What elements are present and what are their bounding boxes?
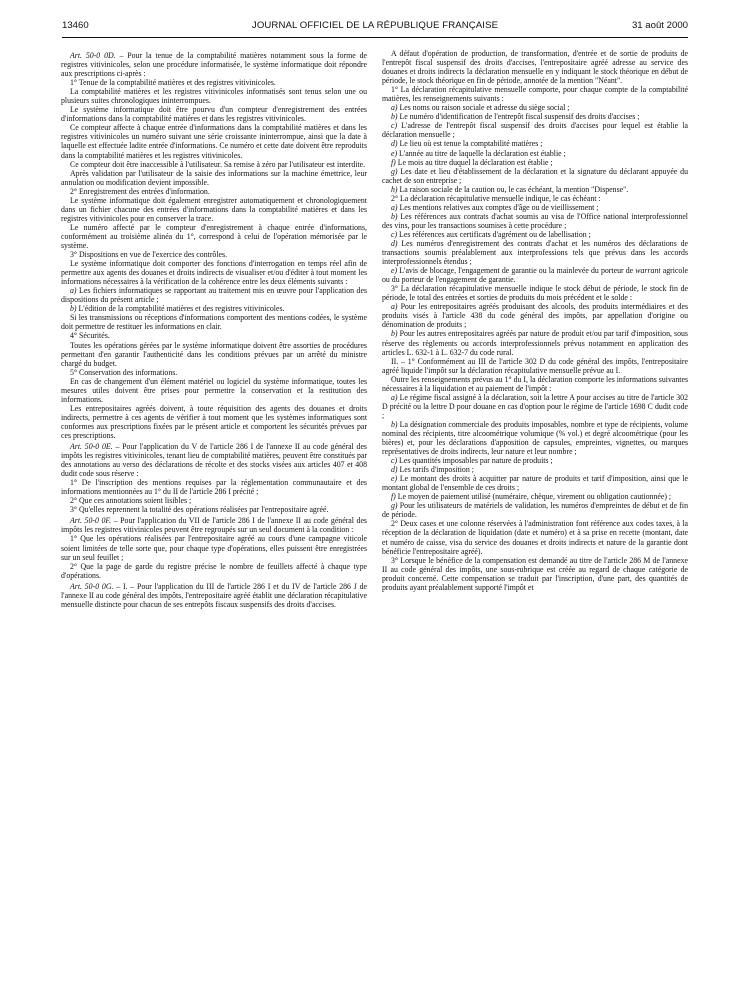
item-letter: f) — [391, 157, 396, 167]
item-letter: c) — [391, 229, 398, 239]
paragraph — [61, 377, 367, 404]
paragraph-text: 2° Que la page de garde du registre précise le nombre de feuillets affecté à chaque type d'opérations. — [61, 561, 367, 580]
paragraph-text: Après validation par l'utilisateur de la saisie des informations sur la machine émettrice, leur annulation ou modification devient impossible. — [61, 168, 367, 187]
paragraph — [382, 393, 688, 420]
paragraph-text: 3° Dispositions en vue de l'exercice des contrôles. — [70, 250, 228, 260]
emphasized-word: warrant — [635, 266, 661, 276]
item-letter: d) — [391, 465, 398, 475]
paragraph — [382, 49, 688, 85]
paragraph — [61, 313, 367, 331]
paragraph-text: – I. – Pour l'application du III de l'article 286 I et du IV de l'article 286 J de l'annexe II au code général des impôts, l'entrepositaire agréé établit une déclaration récapitulative mensuelle distincte pour chacun de ses entrepôts fiscaux suspensifs des droits d'accises. — [61, 581, 367, 609]
paragraph-text-tail: agricole ou du porteur de l'engagement de garantie. — [382, 266, 688, 285]
issue-date: 31 août 2000 — [631, 20, 688, 31]
paragraph-text: Le numéro d'identification de l'entrepôt fiscal suspensif des droits d'accises ; — [397, 112, 640, 122]
paragraph — [382, 501, 688, 519]
left-column — [61, 49, 367, 985]
paragraph-text: Les quantités imposables par nature de produits ; — [397, 456, 553, 466]
paragraph-text: Les mentions relatives aux comptes d'âge ou de vieillissement ; — [397, 202, 599, 212]
paragraph-text: Les entrepositaires agréés doivent, à toute réquisition des agents des douanes et droits indirects, permettre à ces agents de vérifier à tout moment que les systèmes informatiques sont conformes aux prescriptions fixées par le présent article et comportent les sécurités prévues par ces prescriptions. — [61, 403, 367, 440]
paragraph-text: Le moyen de paiement utilisé (numéraire, chèque, virement ou obligation cautionnée) ; — [395, 492, 672, 502]
page-number: 13460 — [62, 20, 89, 31]
paragraph-text: Le régime fiscal assigné à la déclaration, soit la lettre A pour accises au titre de l'article 302 D précité ou la lettre D pour douane en cas d'option pour le régime de l'article 1698 C dudit code ; — [382, 392, 688, 420]
paragraph-text: 1° Tenue de la comptabilité matières et des registres vitivinicoles. — [70, 78, 276, 88]
item-letter: f) — [391, 492, 396, 502]
item-letter: a) — [391, 103, 398, 113]
paragraph — [382, 112, 688, 121]
paragraph-text: La comptabilité matières et les registres vitivinicoles informatisés sont tenus selon une ou plusieurs suites chronologiques ininterrompues. — [61, 87, 367, 106]
paragraph-text: Ce compteur affecte à chaque entrée d'informations dans la comptabilité matières et dans les registres vitivinicoles un numéro suivant une série croissante ininterrompue, ainsi que la date à laquelle est effectuée ladite entrée d'informations. Ce numéro et cette date doivent être reproduits dans la comptabilité matières et les registres vitivinicoles. — [61, 123, 367, 160]
paragraph-text: 2° Enregistrement des entrées d'information. — [70, 186, 210, 196]
paragraph-text: 2° Deux cases et une colonne réservées à l'administration font référence aux codes taxes, à la réception de la déclaration de liquidation (date et numéro) et à sa prise en recette (montant, date et numéro de caisse, visa du service des douanes et droits indirects et nature de la garantie dont bénéficie l'entrepositaire agréé). — [382, 519, 688, 556]
paragraph — [382, 194, 688, 203]
item-letter: d) — [391, 139, 398, 149]
paragraph-text: Pour les utilisateurs de matériels de validation, les numéros d'empreintes de début et de fin de période. — [382, 501, 688, 520]
paragraph-text: L'adresse de l'entrepôt fiscal suspensif des droits d'accises pour lequel est établie la déclaration mensuelle ; — [382, 121, 688, 140]
paragraph — [382, 212, 688, 230]
item-letter: b) — [391, 211, 398, 221]
paragraph — [382, 149, 688, 158]
item-letter: e) — [391, 148, 398, 158]
paragraph — [382, 302, 688, 329]
paragraph — [61, 534, 367, 561]
item-letter: b) — [70, 304, 77, 314]
paragraph — [61, 331, 367, 340]
paragraph — [61, 404, 367, 440]
paragraph — [382, 121, 688, 139]
paragraph — [382, 519, 688, 555]
paragraph-text: Ce compteur doit être inaccessible à l'utilisateur. Sa remise à zéro par l'utilisateur est interdite. — [70, 159, 366, 169]
paragraph-text: – Pour l'application du V de l'article 286 I de l'annexe II au code général des impôts les registres vitivinicoles, tenant lieu de comptabilité matières, peuvent être constitués par des annotations au verso des déclarations de récolte et des stocks visées aux articles 407 et 408 dudit code sous réserve : — [61, 442, 367, 479]
paragraph-text: La désignation commerciale des produits imposables, nombre et type de récipients, volume nominal des récipients, titre alcoométrique volumique (% vol.) et degré alcoométrique (pour les bières) et, pour les déclarations d'apposition de capsules, empreintes, vignettes, ou marques représentatives de droits indirects, leur nature et leur nombre ; — [382, 419, 688, 457]
paragraph — [382, 85, 688, 103]
item-letter: a) — [391, 202, 398, 212]
paragraph-text: 1° Que les opérations réalisées par l'entrepositaire agréé au cours d'une campagne viticole soient limitées de telle sorte que, pour chaque type d'opérations, elles puissent être enregistrées sur un seul feuillet ; — [61, 534, 367, 562]
paragraph-text: Pour les entrepositaires agréés produisant des alcools, des produits intermédiaires et des produits visés à l'article 438 du code général des impôts, par appellation d'origine ou dénomination de produits ; — [382, 302, 688, 330]
paragraph-text: 5° Conservation des informations. — [70, 367, 178, 377]
paragraph-text: Outre les renseignements prévus au 1° du I, la déclaration comporte les informations suivantes nécessaires à la liquidation et au paiement de l'impôt : — [382, 374, 688, 393]
paragraph — [382, 420, 688, 456]
paragraph — [382, 357, 688, 375]
paragraph — [61, 187, 367, 196]
journal-title: JOURNAL OFFICIEL DE LA RÉPUBLIQUE FRANÇAISE — [251, 20, 499, 31]
paragraph-text: L'avis de blocage, l'engagement de garantie ou la mainlevée du porteur de — [397, 266, 636, 276]
paragraph-text: Le système informatique doit être pourvu d'un compteur d'enregistrement des entrées d'informations dans la comptabilité matières et dans les registres vitivinicoles. — [61, 105, 367, 124]
paragraph — [61, 478, 367, 496]
item-letter: e) — [391, 474, 398, 484]
paragraph-text: Le numéro affecté par le compteur d'enregistrement à chaque entrée d'informations, conformément au troisième alinéa du 1°, correspond à celui de l'opération mémorisée par le système. — [61, 222, 367, 250]
paragraph — [61, 304, 367, 313]
paragraph — [382, 103, 688, 112]
right-column — [382, 49, 688, 985]
paragraph-text: En cas de changement d'un élément matériel ou logiciel du système informatique, toutes les mesures utiles doivent être prises pour permettre la conservation et la restitution des informations. — [61, 376, 367, 404]
item-letter: g) — [391, 166, 398, 176]
paragraph-text: Le système informatique doit également enregistrer automatiquement et chronologiquement dans un fichier chacune des entrées d'informations dans la comptabilité matières et dans les registres vitivinicoles pour en conserver la trace. — [61, 195, 367, 223]
paragraph — [382, 456, 688, 465]
paragraph-text: Les noms ou raison sociale et adresse du siège social ; — [397, 103, 570, 113]
paragraph-text: Le lieu où est tenue la comptabilité matières ; — [397, 139, 543, 149]
paragraph-text: La raison sociale de la caution ou, le cas échéant, la mention "Dispense". — [397, 184, 629, 194]
paragraph — [382, 185, 688, 194]
paragraph — [382, 203, 688, 212]
paragraph-text: Les date et lieu d'établissement de la déclaration et la signature du déclarant appuyée du cachet de son entreprise ; — [382, 166, 688, 185]
paragraph-text: 4° Sécurités. — [70, 331, 110, 341]
paragraph-text: L'année au titre de laquelle la déclaration est établie ; — [397, 148, 566, 158]
paragraph — [61, 160, 367, 169]
paragraph — [61, 196, 367, 223]
paragraph-text: Les références aux contrats d'achat soumis au visa de l'Office national interprofessionnel des vins, pour les transactions soumises à cette procédure ; — [382, 211, 688, 230]
paragraph-text: Les fichiers informatiques se rapportant au traitement mis en œuvre pour l'application des dispositions du présent article ; — [61, 286, 367, 305]
paragraph-text: 2° Que ces annotations soient lisibles ; — [70, 496, 192, 506]
paragraph — [61, 169, 367, 187]
paragraph-text: Les références aux certificats d'agrément ou de labellisation ; — [397, 229, 591, 239]
item-letter: c) — [391, 121, 398, 131]
paragraph — [61, 51, 367, 78]
paragraph — [61, 78, 367, 87]
paragraph-text: Le mois au titre duquel la déclaration est établie ; — [395, 157, 553, 167]
paragraph — [61, 562, 367, 580]
paragraph — [382, 284, 688, 302]
item-letter: b) — [391, 419, 398, 429]
paragraph — [61, 505, 367, 514]
paragraph — [382, 167, 688, 185]
paragraph-text: L'édition de la comptabilité matières et des registres vitivinicoles. — [76, 304, 285, 314]
paragraph-text: Le système informatique doit comporter des fonctions d'interrogation en temps réel afin de permettre aux agents des douanes et droits indirects de visualiser et/ou d'éditer à tout moment les informations nécessaires à la vérification de la cohérence entre les deux éléments suivants : — [61, 259, 367, 287]
item-letter: d) — [391, 238, 398, 248]
paragraph-text: 3° Lorsque le bénéfice de la compensation est demandé au titre de l'article 286 M de l'annexe II au code général des impôts, une sous-rubrique est créée au regard de chaque catégorie de produit concerné. Cette compensation se traduit par l'inscription, d'une part, des quantités de produits ayant préalablement supporté l'impôt et — [382, 555, 688, 592]
paragraph — [61, 442, 367, 478]
item-letter: a) — [70, 286, 77, 296]
paragraph — [382, 375, 688, 393]
item-letter: h) — [391, 184, 398, 194]
paragraph-text: Les numéros d'enregistrement des contrats d'achat et les numéros des déclarations de transactions soumis préalablement aux interprofessions tels que prévus dans les accords interprofessionnels étendus ; — [382, 238, 688, 267]
item-letter: b) — [391, 112, 398, 122]
paragraph — [61, 259, 367, 286]
paragraph — [382, 465, 688, 474]
paragraph-text: 3° La déclaration récapitulative mensuelle indique le stock début de période, le stock fin de période, le total des entrées et sorties de produits du mois précédent et le solde : — [382, 284, 688, 303]
paragraph — [382, 239, 688, 266]
item-letter: e) — [391, 266, 398, 276]
article-number: Art. 50-0 0G. — [70, 581, 114, 591]
paragraph — [382, 474, 688, 492]
article-number: Art. 50-0 0F. — [70, 516, 112, 526]
paragraph — [382, 556, 688, 592]
item-letter: a) — [391, 302, 398, 312]
paragraph-text: – Pour la tenue de la comptabilité matières notamment sous la forme de registres vitivinicoles, selon une procédure informatisée, le système informatique doit répondre aux prescriptions ci-après : — [61, 51, 367, 79]
article-number: Art. 50-0 0D. — [70, 51, 116, 60]
paragraph-text: II. – 1° Conformément au III de l'article 302 D du code général des impôts, l'entrepositaire agréé liquide l'impôt sur la déclaration récapitulative mensuelle prévue au I. — [382, 356, 688, 375]
item-letter: c) — [391, 456, 398, 466]
paragraph-text: Toutes les opérations gérées par le système informatique doivent être assorties de procédures permettant d'en garantir l'authenticité dans les conditions prévues par un arrêté du ministre chargé du budget. — [61, 340, 367, 368]
paragraph-text: A défaut d'opération de production, de transformation, d'entrée et de sortie de produits de l'entrepôt fiscal suspensif des droits d'accises, l'entrepositaire agréé adresse au service des douanes et droits indirects la déclaration mensuelle en y indiquant le stock théorique en début de période, le stock théorique en fin de période, annotée de la mention "Néant". — [382, 49, 688, 86]
paragraph — [382, 329, 688, 356]
paragraph — [61, 105, 367, 123]
paragraph-text: Si les transmissions ou réceptions d'informations comportent des mentions codées, le système doit permettre de restituer les informations en clair. — [61, 313, 367, 332]
paragraph-text: – Pour l'application du VII de l'article 286 I de l'annexe II au code général des impôts les registres vitivinicoles peuvent être regroupés sur un seul document à la condition : — [61, 516, 367, 535]
paragraph — [382, 139, 688, 148]
paragraph — [382, 492, 688, 501]
item-letter: a) — [391, 392, 398, 402]
paragraph-text: Le montant des droits à acquitter par nature de produits et tarif d'imposition, ainsi que le montant global de l'ensemble de ces droits ; — [382, 474, 688, 493]
paragraph-text: Pour les autres entrepositaires agréés par nature de produit et/ou par tarif d'imposition, sous réserve des règlements ou accords interprofessionnels prévus notamment en application des articles L. 632-1 à L. 632-7 du code rural. — [382, 329, 688, 357]
paragraph — [61, 286, 367, 304]
paragraph-text: 1° La déclaration récapitulative mensuelle comporte, pour chaque compte de la comptabilité matières, les renseignements suivants : — [382, 85, 688, 104]
paragraph — [382, 158, 688, 167]
paragraph — [61, 582, 367, 609]
paragraph-text: Les tarifs d'imposition ; — [397, 465, 474, 475]
paragraph — [382, 266, 688, 284]
paragraph — [61, 223, 367, 250]
paragraph — [382, 230, 688, 239]
paragraph-text: 2° La déclaration récapitulative mensuelle indique, le cas échéant : — [391, 193, 601, 203]
paragraph — [61, 87, 367, 105]
header-rule — [62, 37, 688, 38]
paragraph — [61, 250, 367, 259]
item-letter: g) — [391, 501, 398, 511]
paragraph-text: 1° De l'inscription des mentions requises par la réglementation communautaire et des informations mentionnées au 1° du II de l'article 286 I précité ; — [61, 478, 367, 497]
paragraph — [61, 368, 367, 377]
paragraph — [61, 516, 367, 534]
paragraph — [61, 341, 367, 368]
paragraph — [61, 123, 367, 159]
article-number: Art. 50-0 0E. — [70, 442, 113, 452]
paragraph-text: 3° Qu'elles reprennent la totalité des opérations réalisées par l'entrepositaire agréé. — [70, 505, 329, 515]
paragraph — [61, 496, 367, 505]
item-letter: b) — [391, 329, 398, 339]
page-header — [62, 20, 688, 34]
